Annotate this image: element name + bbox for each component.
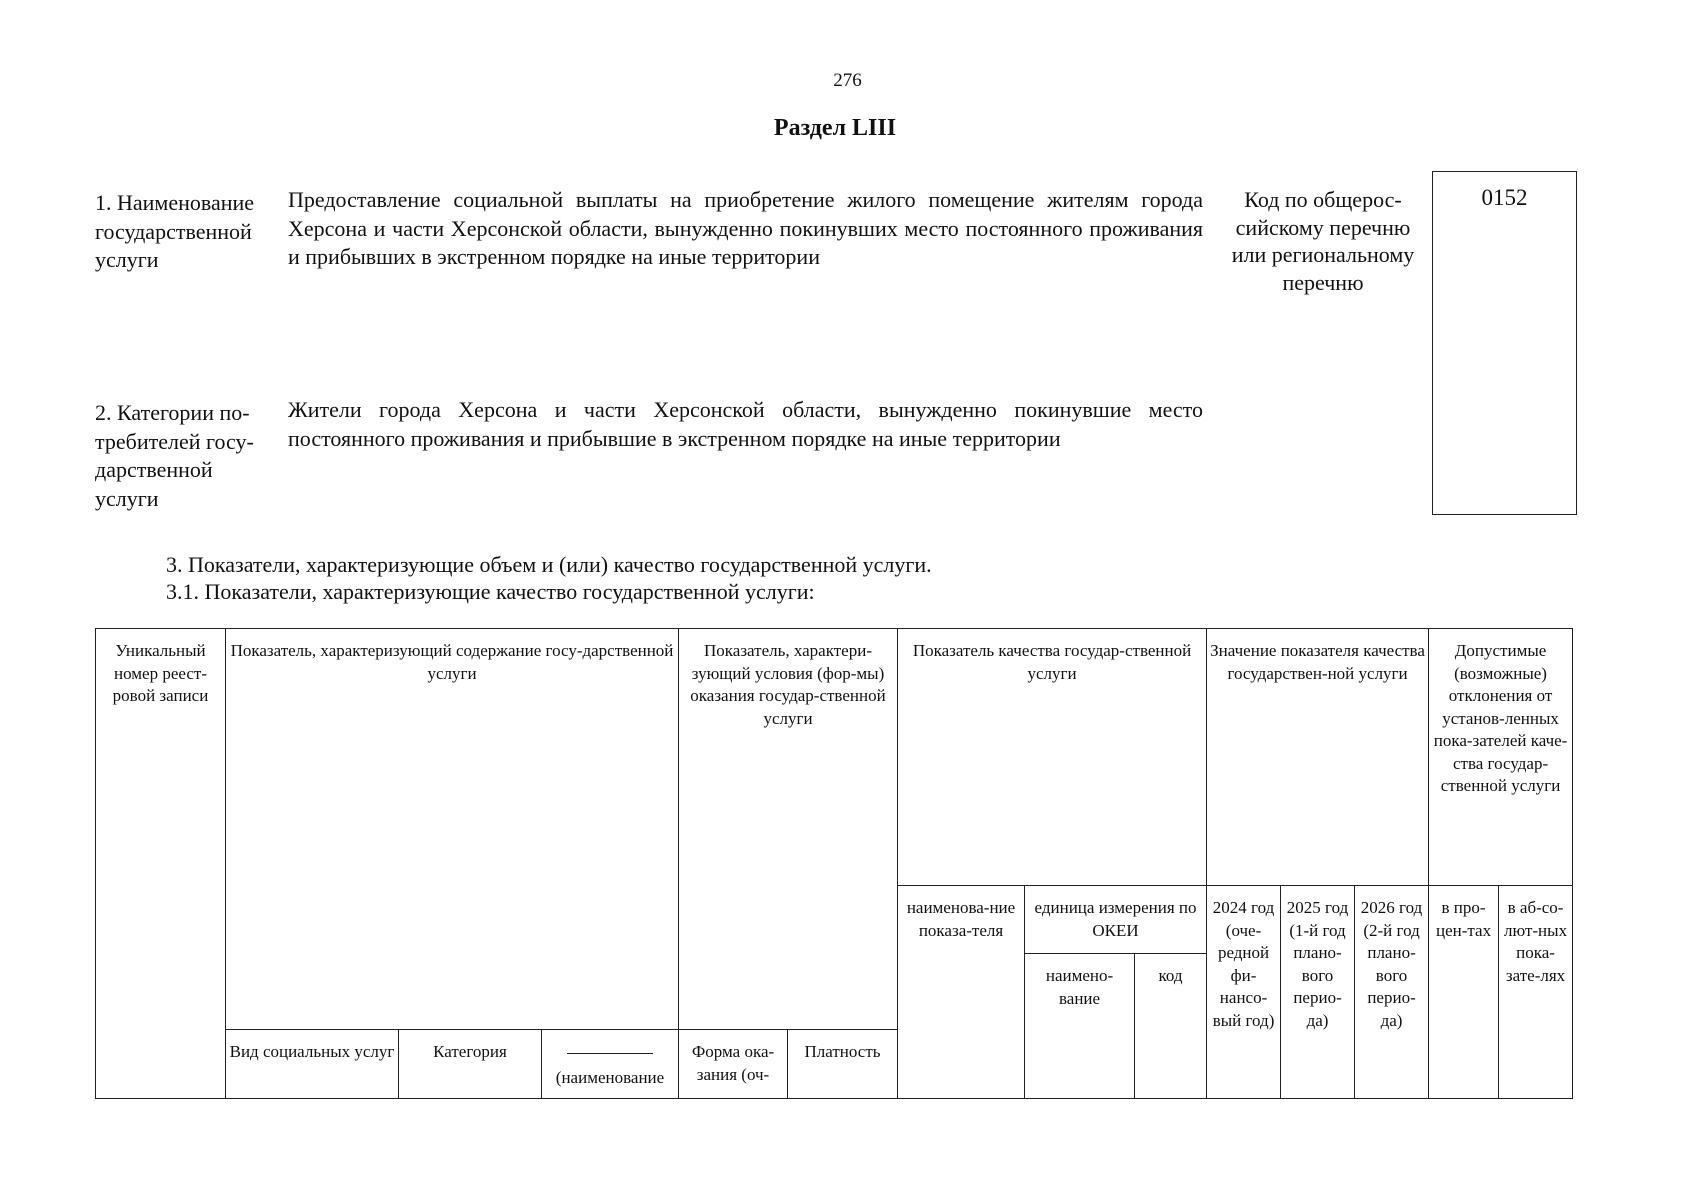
header-deviation-percent: в про-цен-тах: [1429, 886, 1499, 1099]
header-unit-code: код: [1135, 954, 1207, 1099]
header-indicator-value: Значение показателя качества государствен-ной услуги: [1207, 629, 1429, 886]
header-payment: Платность: [788, 1030, 898, 1099]
quality-indicators-table: [95, 628, 1573, 1099]
header-indicator-name: наименова-ние показа-теля: [898, 886, 1025, 1099]
paragraph-3: 3. Показатели, характеризующие объем и (или) качество государственной услуги.: [166, 552, 932, 577]
registry-code-value: 0152: [1481, 185, 1528, 210]
blank-line: [545, 1044, 675, 1067]
header-quality-indicator: Показатель качества государ-ственной услуги: [898, 629, 1207, 886]
header-year-2026: 2026 год (2-й год плано-вого перио-да): [1355, 886, 1429, 1099]
naming-label: (наименование: [555, 1067, 665, 1087]
header-deviations: Допустимые (возможные) отклонения от установ-ленных пока-зателей каче-ства государ-ственной услуги: [1429, 629, 1573, 886]
header-category: Категория: [399, 1030, 542, 1099]
header-year-2025: 2025 год (1-й год плано-вого перио-да): [1281, 886, 1355, 1099]
header-deviation-absolute: в аб-со-лют-ных пока-зате-лях: [1499, 886, 1573, 1099]
section-title: Раздел LIII: [773, 115, 897, 141]
header-unit-okei: единица измерения по ОКЕИ: [1025, 886, 1207, 954]
consumer-category-label: 2. Категории по-требителей госу-дарственной услуги: [95, 400, 254, 511]
header-delivery-form: Форма ока-зания (оч-: [679, 1030, 788, 1099]
registry-code-box: [1432, 171, 1577, 515]
header-year-2024: 2024 год (оче-редной фи-нансо-вый год): [1207, 886, 1281, 1099]
header-service-content: Показатель, характеризующий содержание госу-дарственной услуги: [226, 629, 679, 1030]
header-unit-name: наимено-вание: [1025, 954, 1135, 1099]
header-unique-number: Уникальный номер реест-ровой записи: [96, 629, 226, 1099]
paragraph-3-1: 3.1. Показатели, характеризующие качество государственной услуги:: [166, 579, 815, 604]
service-name-value: Предоставление социальной выплаты на приобретение жилого помещение жителям города Херсона и части Херсонской области, вынужденно покинувших место постоянного проживания и прибывших в экстренном порядке на иные территории: [288, 187, 1203, 269]
service-name-label: 1. Наименование государственной услуги: [95, 190, 255, 272]
page-number: 276: [833, 70, 862, 91]
consumer-category-value: Жители города Херсона и части Херсонской области, вынужденно покинувшие место постоянного проживания и прибывшие в экстренном порядке на иные территории: [288, 397, 1203, 451]
quality-indicators-table-wrap: [95, 628, 1572, 1098]
registry-code-label: Код по общерос-сийскому перечню или региональному перечню: [1231, 187, 1415, 295]
header-service-conditions: Показатель, характери-зующий условия (фор-мы) оказания государ-ственной услуги: [679, 629, 898, 1030]
header-naming-column: [542, 1030, 679, 1099]
header-social-service-type: Вид социальных услуг: [226, 1030, 399, 1099]
